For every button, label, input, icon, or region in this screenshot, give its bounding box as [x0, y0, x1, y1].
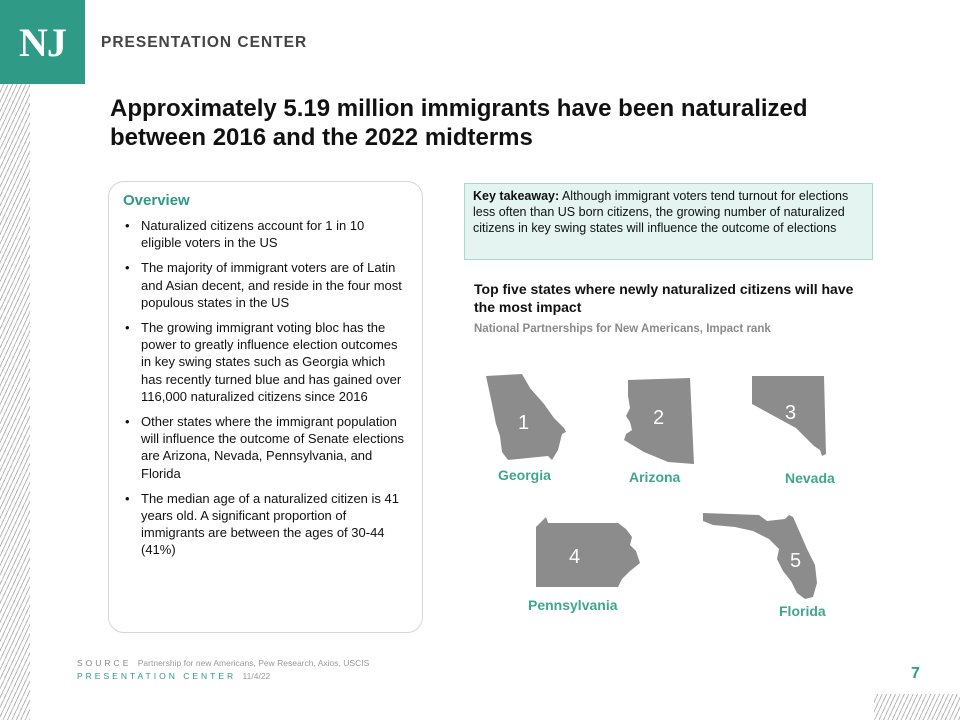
state-name-florida: Florida — [779, 603, 826, 619]
center-label: PRESENTATION CENTER — [77, 671, 237, 681]
source-label: SOURCE — [77, 658, 132, 668]
rank-label: 2 — [653, 407, 665, 429]
chart-title: Top five states where newly naturalized citizens will have the most impact — [474, 281, 854, 315]
decorative-hatch-bottom-right — [874, 694, 960, 720]
overview-bullet: • Other states where the immigrant population will influence the outcome of Senate elections are Arizona, Nevada, Pennsylvania, and Florida — [123, 413, 408, 482]
overview-bullet: • Naturalized citizens account for 1 in 10 eligible voters in the US — [123, 217, 408, 251]
footer-date: 11/4/22 — [242, 671, 271, 681]
overview-bullet: • The majority of immigrant voters are of Latin and Asian decent, and reside in the four most populous states in the US — [123, 259, 408, 311]
state-name-arizona: Arizona — [629, 469, 681, 485]
rank-label: 1 — [518, 412, 530, 434]
rank-label: 5 — [790, 550, 802, 572]
decorative-hatch-left — [0, 84, 30, 720]
georgia-shape-icon — [486, 374, 576, 464]
state-name-georgia: Georgia — [498, 467, 551, 483]
state-name-pennsylvania: Pennsylvania — [528, 597, 618, 613]
state-name-nevada: Nevada — [785, 470, 835, 486]
overview-bullet: • The growing immigrant voting bloc has the power to greatly influence election outcomes in key swing states such as Georgia which has recently turned blue and has gained over 116,000 naturalized citizens since 2016 — [123, 319, 408, 405]
rank-label: 4 — [569, 546, 581, 568]
center-footer — [77, 671, 270, 681]
chart-subtitle: National Partnerships for New Americans, Impact rank — [474, 323, 771, 335]
key-takeaway-box — [464, 183, 873, 260]
pennsylvania-shape-icon — [534, 517, 644, 589]
takeaway-text: Although immigrant voters tend turnout for elections less often than US born citizens, the growing number of naturalized citizens in key swing states will influence the outcome of elections — [473, 189, 849, 235]
source-footer — [77, 658, 369, 668]
florida-shape-icon — [703, 513, 823, 603]
source-text: Partnership for new Americans, Pew Research, Axios, USCIS — [137, 658, 370, 668]
slide-title: Approximately 5.19 million immigrants have been naturalized between 2016 and the 2022 midterms — [110, 95, 808, 151]
takeaway-label: Key takeaway: — [473, 189, 560, 203]
overview-bullet: • The median age of a naturalized citizen is 41 years old. A significant proportion of immigrants are between the ages of 30-44 (41%) — [123, 490, 408, 559]
nj-logo: NJ — [0, 0, 85, 84]
rank-label: 3 — [785, 402, 797, 424]
overview-panel — [108, 181, 423, 633]
page-number: 7 — [911, 665, 920, 682]
brand-name: PRESENTATION CENTER — [101, 34, 308, 51]
overview-list — [123, 217, 408, 559]
overview-heading: Overview — [123, 192, 190, 209]
